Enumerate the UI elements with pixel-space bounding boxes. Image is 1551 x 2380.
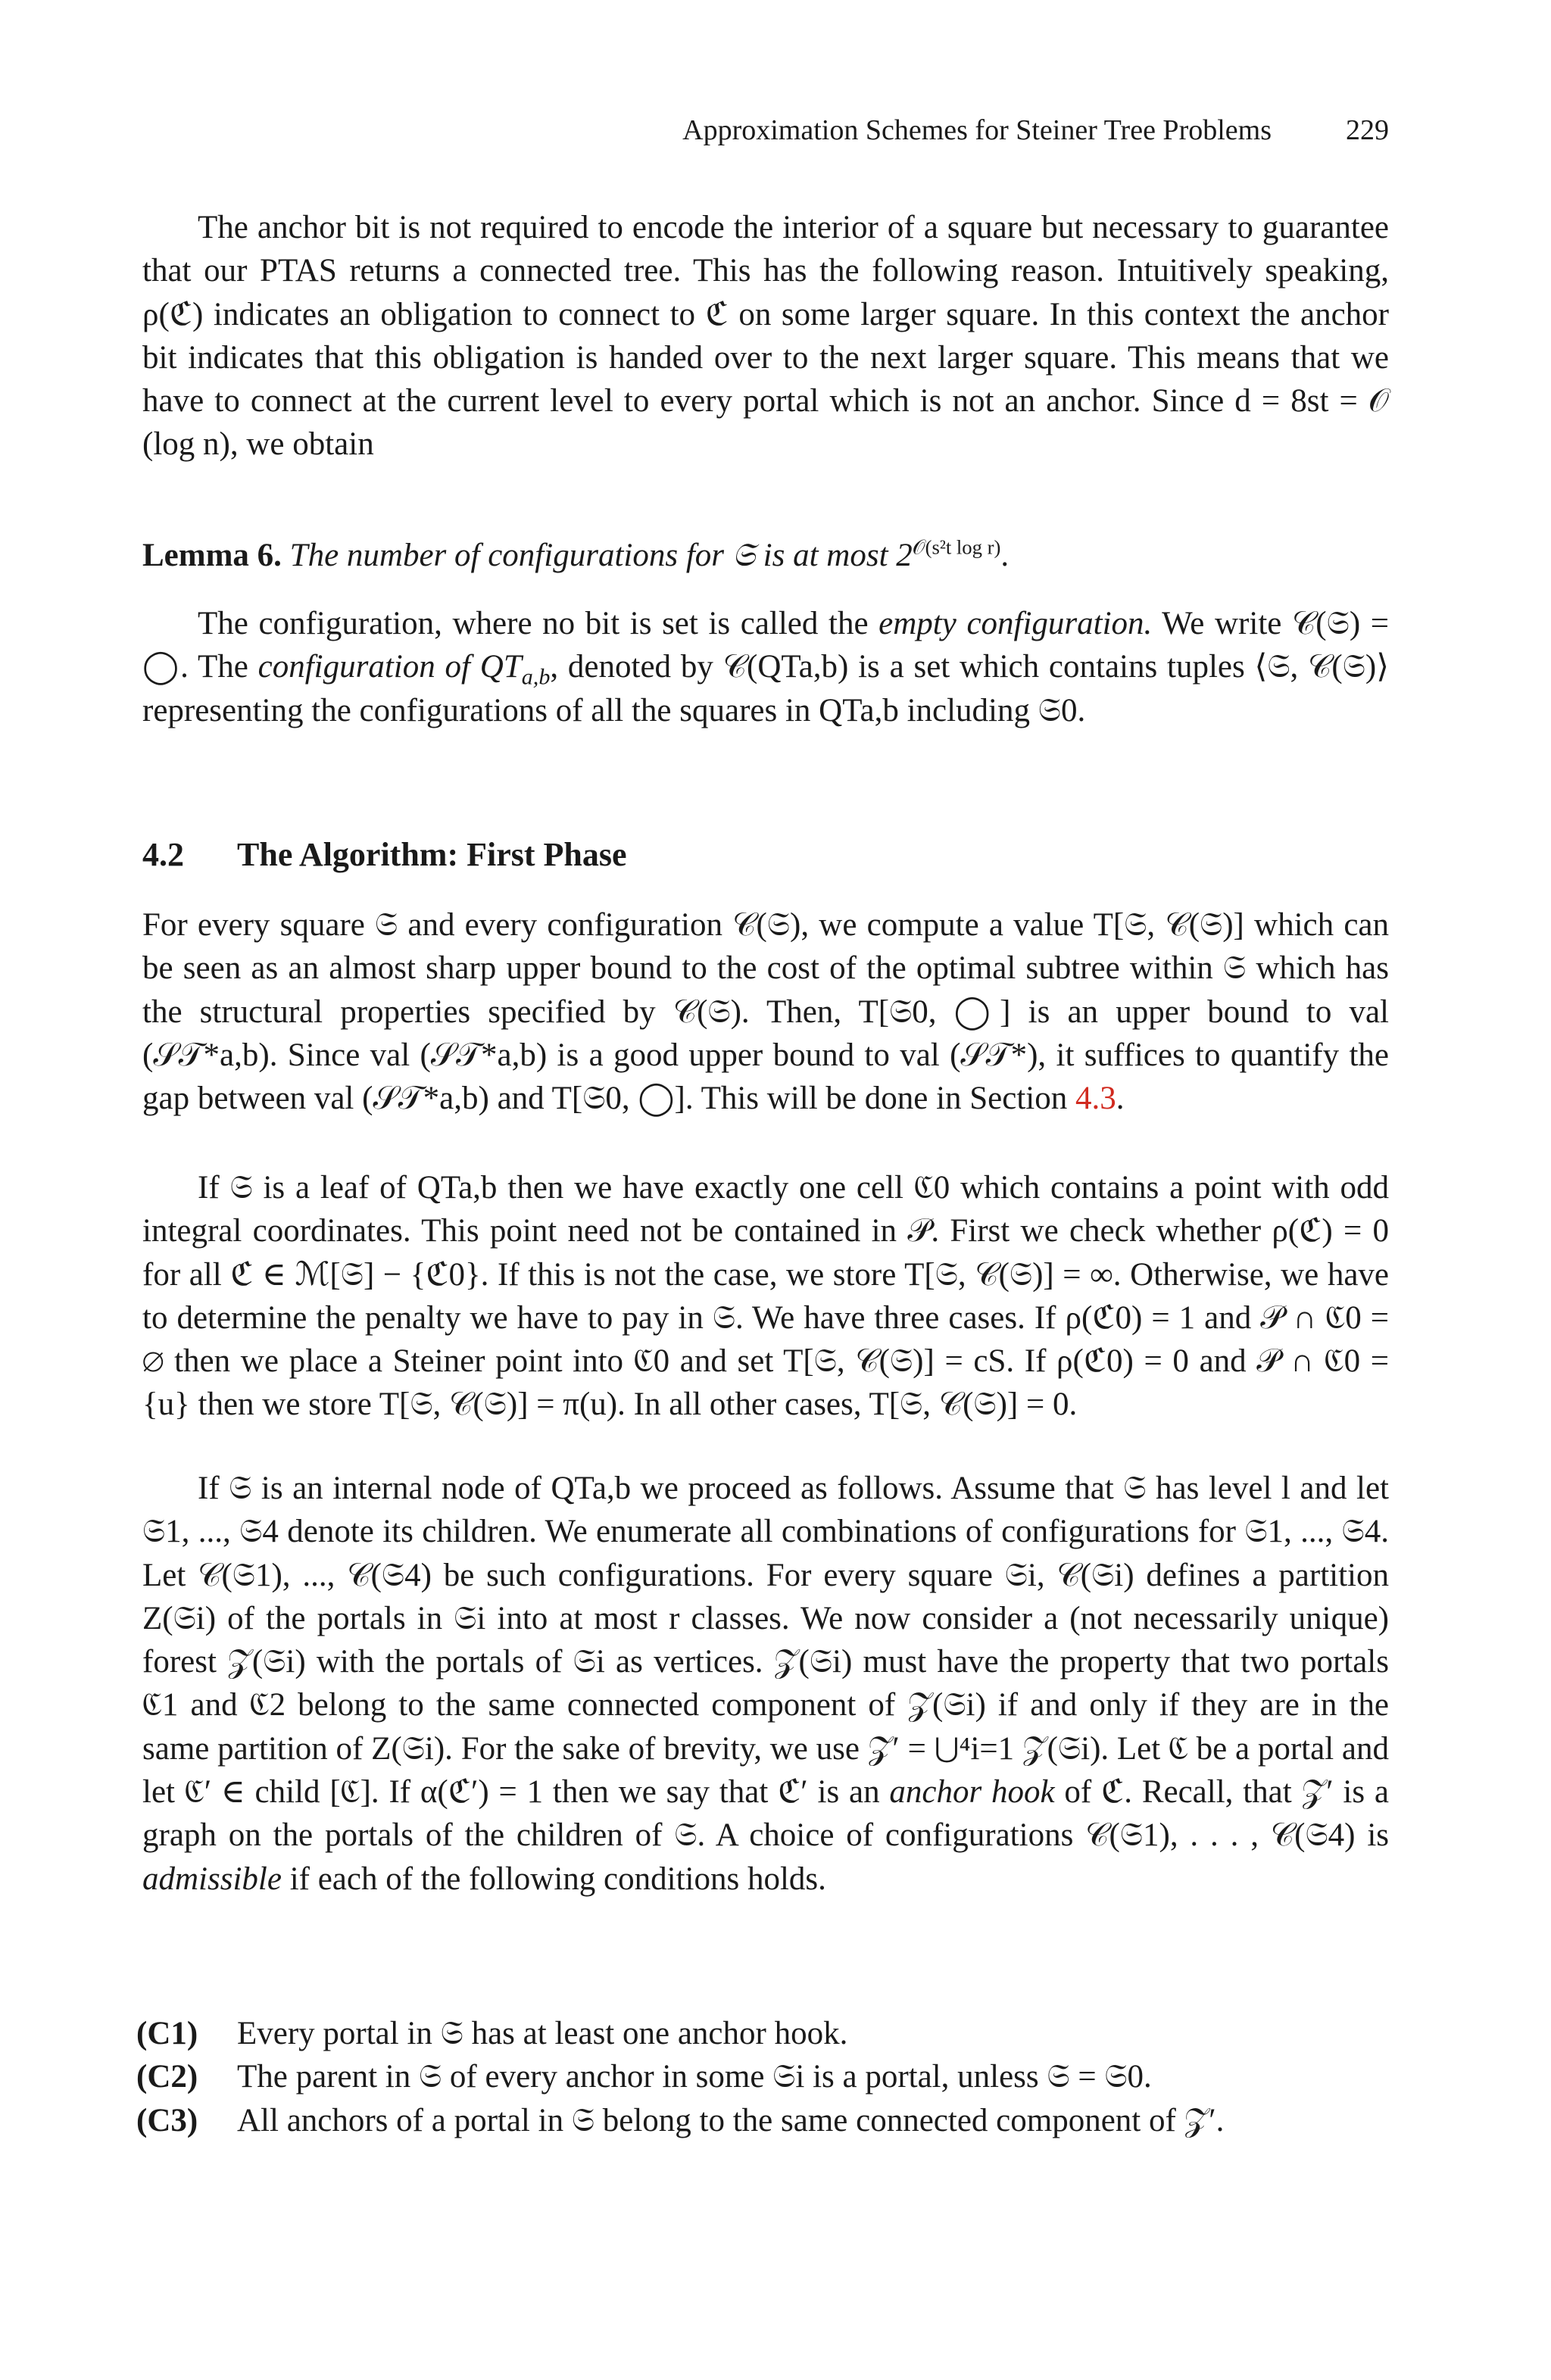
page-number: 229 bbox=[1346, 114, 1389, 146]
paragraph-configuration: The configuration, where no bit is set is called the empty configuration. We write 𝒞(𝔖) = ◯. The configuration of $QT_{a,b}$, denoted by 𝒞(QTa,b) is a set which contains tuples ⟨𝔖, 𝒞(𝔖)⟩ representing the configurations of all the squares in QTa,b including 𝔖0. bbox=[142, 606, 1389, 728]
lemma-label: Lemma 6. bbox=[142, 538, 282, 573]
section-title: The Algorithm: First Phase bbox=[237, 836, 627, 873]
condition-item bbox=[136, 2055, 1389, 2098]
term-anchor-hook: anchor hook bbox=[889, 1774, 1055, 1811]
running-header bbox=[142, 114, 1389, 159]
condition-label: (C1) bbox=[136, 2016, 198, 2051]
para3-part1: For every square 𝔖 and every configuration 𝒞(𝔖), we compute a value T[𝔖, 𝒞(𝔖)] which can be seen as an almost sharp upper bound to the cost of the optimal subtree within 𝔖 which has the structural properties specified by 𝒞(𝔖). Then, T[𝔖0, ◯] is an upper bound to val (𝒮𝒯*a,b). Since val (𝒮𝒯*a,b) is a good upper bound to val (𝒮𝒯*), it suffices to quantify the gap between val (𝒮𝒯*a,b) and T[𝔖0, ◯]. This will be done in Section bbox=[142, 907, 1389, 1117]
condition-text: The parent in 𝔖 of every anchor in some 𝔖i is a portal, unless 𝔖 = 𝔖0. bbox=[237, 2059, 1152, 2095]
section-heading bbox=[142, 835, 1389, 874]
condition-text: Every portal in 𝔖 has at least one anchor hook. bbox=[237, 2016, 848, 2051]
paragraph-anchor-bit: The anchor bit is not required to encode the interior of a square but necessary to guarantee that our PTAS returns a connected tree. This has the following reason. Intuitively speaking, ρ(ℭ) indicates an obligation to connect to ℭ on some larger square. In this context the anchor bit indicates that this obligation is handed over to the next larger square. This means that we have to connect at the current level to every portal which is not an anchor. Since d = 8st = 𝒪 (log n), we obtain bbox=[142, 210, 1389, 463]
para3-part2: . bbox=[1116, 1081, 1125, 1117]
condition-item bbox=[136, 2099, 1389, 2142]
para5-part2: of ℭ. Recall, that 𝒵′ is a graph on the portals of the children of 𝔖. A choice of configurations 𝒞(𝔖1), . . . , 𝒞(𝔖4) is bbox=[142, 1774, 1390, 1854]
paragraph-internal-node bbox=[142, 1467, 1389, 1901]
condition-label: (C3) bbox=[136, 2102, 198, 2138]
conditions-list bbox=[136, 2012, 1389, 2142]
para5-part3: if each of the following conditions holds. bbox=[281, 1861, 826, 1897]
lemma-6: Lemma 6. The number of configurations for 𝔖 is at most $2^{𝒪(s^2t log r)}$. bbox=[142, 535, 1010, 573]
para5-part1: If 𝔖 is an internal node of QTa,b we proceed as follows. Assume that 𝔖 has level l and let 𝔖1, ..., 𝔖4 denote its children. We enumerate all combinations of configurations for 𝔖1, ..., 𝔖4. Let 𝒞(𝔖1), ..., 𝒞(𝔖4) be such configurations. For every square 𝔖i, 𝒞(𝔖i) defines a partition Z(𝔖i) of the portals in 𝔖i into at most r classes. We now consider a (not necessarily unique) forest 𝒵(𝔖i) with the portals of 𝔖i as vertices. 𝒵(𝔖i) must have the property that two portals ℭ1 and ℭ2 belong to the same connected component of 𝒵(𝔖i) if and only if they are in the same partition of Z(𝔖i). For the sake of brevity, we use 𝒵′ = ⋃⁴i=1 𝒵(𝔖i). Let ℭ be a portal and let ℭ′ ∈ child [ℭ]. If α(ℭ′) = 1 then we say that ℭ′ is an bbox=[142, 1471, 1389, 1811]
section-link[interactable]: 4.3 bbox=[1075, 1081, 1116, 1117]
para2-part3: , denoted by 𝒞(QTa,b) is a set which contains tuples ⟨𝔖, 𝒞(𝔖)⟩ representing the configurations of all the squares in QTa,b including 𝔖0. bbox=[142, 649, 1389, 728]
term-admissible: admissible bbox=[142, 1861, 282, 1897]
condition-label: (C2) bbox=[136, 2059, 198, 2095]
para2-part2: We write 𝒞(𝔖) = ◯. The bbox=[142, 606, 1389, 685]
para2-part1: The configuration, where no bit is set is called the bbox=[198, 606, 879, 641]
section-number: 4.2 bbox=[142, 836, 184, 873]
term-configuration-of: configuration of QT bbox=[257, 649, 522, 685]
condition-item bbox=[136, 2012, 1389, 2055]
lemma-exponent: 𝒪(s²t log r) bbox=[912, 535, 1001, 559]
term-empty-configuration: empty configuration. bbox=[878, 606, 1153, 641]
paragraph-leaf-case: If 𝔖 is a leaf of QTa,b then we have exactly one cell ℭ0 which contains a point with odd integral coordinates. This point need not be contained in 𝒫. First we check whether ρ(ℭ) = 0 for all ℭ ∈ ℳ[𝔖] − {ℭ0}. If this is not the case, we store T[𝔖, 𝒞(𝔖)] = ∞. Otherwise, we have to determine the penalty we have to pay in 𝔖. We have three cases. If ρ(ℭ0) = 1 and 𝒫 ∩ ℭ0 = ∅ then we place a Steiner point into ℭ0 and set T[𝔖, 𝒞(𝔖)] = cS. If ρ(ℭ0) = 0 and 𝒫 ∩ ℭ0 = {u} then we store T[𝔖, 𝒞(𝔖)] = π(u). In all other cases, T[𝔖, 𝒞(𝔖)] = 0. bbox=[142, 1170, 1389, 1423]
paragraph-first-phase bbox=[142, 903, 1389, 1120]
running-title: Approximation Schemes for Steiner Tree Problems bbox=[682, 114, 1272, 146]
condition-text: All anchors of a portal in 𝔖 belong to the same connected component of 𝒵′. bbox=[237, 2102, 1225, 2138]
lemma-statement: The number of configurations for 𝔖 is at most 2 bbox=[289, 538, 913, 573]
